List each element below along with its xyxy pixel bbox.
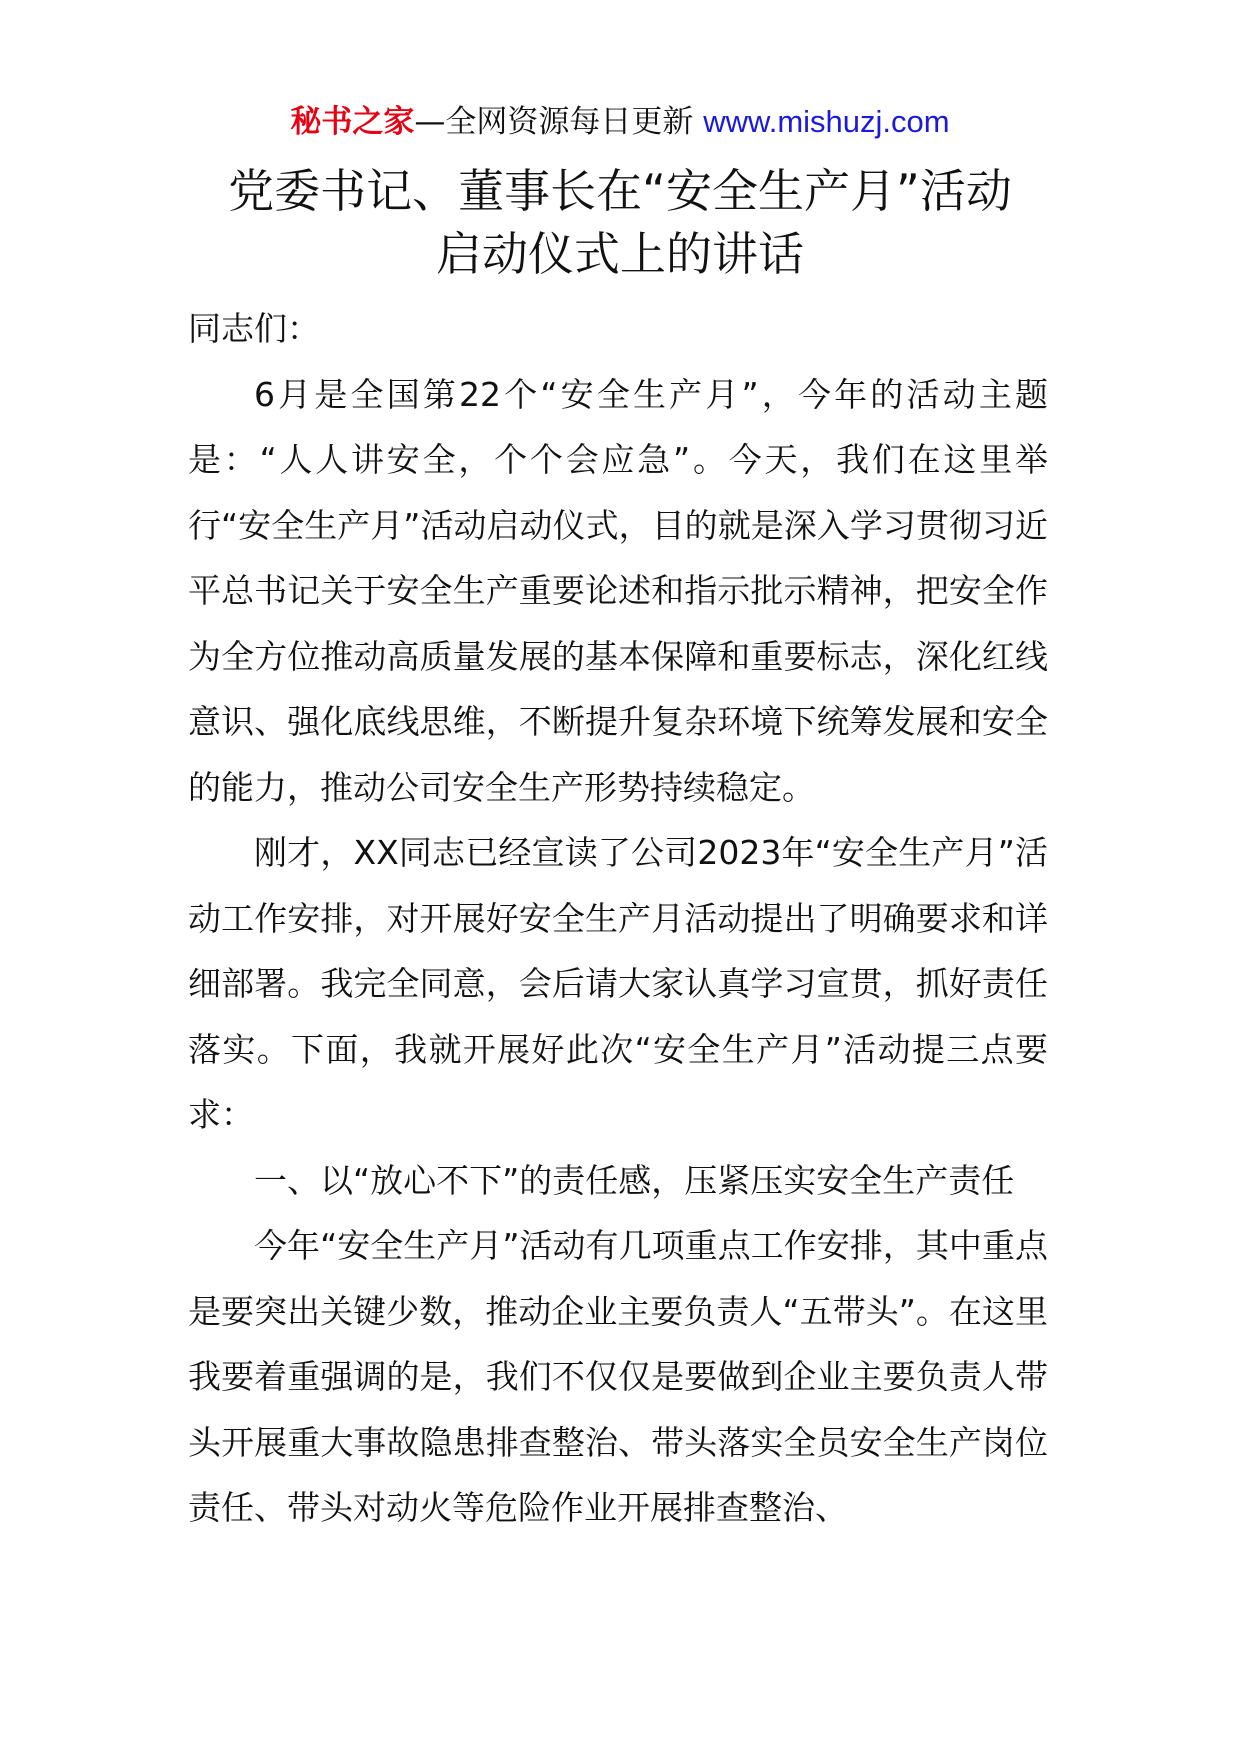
paragraph-1: 6月是全国第22个“安全生产月”，今年的活动主题是：“人人讲安全，个个会应急”。今天，我们在这里举行“安全生产月”活动启动仪式，目的就是深入学习贯彻习近平总书记关于安全生产重要论述和指示批示精神，把安全作为全方位推动高质量发展的基本保障和重要标志，深化红线意识、强化底线思维，不断提升复杂环境下统筹发展和安全的能力，推动公司安全生产形势持续稳定。	[188, 374, 1048, 807]
title-line-2: 启动仪式上的讲话	[436, 227, 804, 281]
document-title	[150, 160, 1090, 286]
salutation: 同志们：	[188, 309, 320, 348]
banner-slogan: —全网资源每日更新	[414, 104, 704, 140]
banner-brand: 秘书之家	[290, 104, 415, 140]
title-line-1: 党委书记、董事长在“安全生产月”活动	[228, 164, 1012, 218]
paragraph-3: 今年“安全生产月”活动有几项重点工作安排，其中重点是要突出关键少数，推动企业主要负责人“五带头”。在这里我要着重强调的是，我们不仅仅是要做到企业主要负责人带头开展重大事故隐患排查整治、带头落实全员安全生产岗位责任、带头对动火等危险作业开展排查整治、	[188, 1226, 1048, 1527]
banner-url-link[interactable]: www.mishuzj.com	[703, 104, 950, 139]
site-banner	[0, 100, 1240, 144]
section-heading-1: 一、以“放心不下”的责任感，压紧压实安全生产责任	[254, 1160, 1015, 1200]
document-body	[188, 296, 1048, 1541]
paragraph-2: 刚才，XX同志已经宣读了公司2023年“安全生产月”活动工作安排，对开展好安全生产月活动提出了明确要求和详细部署。我完全同意，会后请大家认真学习宣贯，抓好责任落实。下面，我就开展好此次“安全生产月”活动提三点要求：	[188, 833, 1048, 1134]
